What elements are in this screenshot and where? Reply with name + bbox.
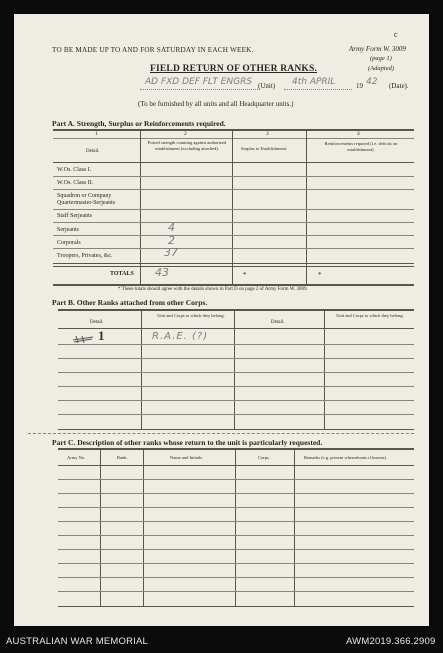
part-a-header-rule [53, 162, 414, 163]
row-detail-cqms: Squadron or Company Quartermaster-Serjeants [57, 193, 116, 206]
part-c-rule-5 [58, 535, 414, 536]
part-c-col-line-3 [235, 448, 236, 607]
corner-mark: c [394, 30, 398, 39]
col-number-4: 4 [357, 131, 360, 137]
row-detail-staff-sgts: Staff Serjeants [57, 213, 93, 219]
col-header-surplus: Surplus to Establishment. [241, 146, 288, 151]
row-posted-cpls: 2 [168, 234, 175, 247]
part-b-entry-detail: 1 [98, 328, 105, 343]
col-header-detail: Detail. [86, 149, 100, 154]
totals-asterisk-reinf: * [318, 271, 322, 279]
part-c-header-rule [58, 465, 414, 466]
col-number-2: 2 [184, 131, 187, 137]
col-number-rule [53, 138, 414, 139]
furnished-note: (To be furnished by all units and all Headquarter units.) [138, 100, 294, 108]
totals-label: TOTALS [110, 271, 134, 277]
part-b-col-unit-1: Unit and Corps to which they belong. [157, 313, 225, 318]
part-c-rule-2 [58, 493, 414, 494]
part-b-col-detail-1: Detail. [90, 320, 104, 325]
row-rule-6 [53, 248, 414, 249]
footer-accession: AWM2019.366.2909 [346, 636, 436, 647]
col-header-reinforcements: Reinforcements required (i.e. deficits on establishment). [324, 141, 398, 152]
part-c-rule-3 [58, 507, 414, 508]
part-c-rule-9 [58, 591, 414, 592]
part-c-rule-8 [58, 577, 414, 578]
part-b-rule-5 [58, 400, 414, 401]
part-c-bottom-rule [58, 606, 414, 607]
row-rule-7 [53, 263, 414, 264]
part-b-top-rule [58, 309, 414, 311]
date-label: (Date). [389, 82, 409, 90]
part-c-top-rule [58, 448, 414, 450]
totals-asterisk-surplus: * [243, 271, 247, 279]
part-a-col-line-1 [140, 129, 141, 284]
part-b-col-line-2 [234, 309, 235, 429]
part-b-col-detail-2: Detail. [271, 320, 285, 325]
part-a-col-line-3 [306, 129, 307, 284]
part-c-rule-4 [58, 521, 414, 522]
part-a-heading: Part A. Strength, Surplus or Reinforcements required. [52, 119, 226, 128]
row-rule-3 [53, 209, 414, 210]
form-number: Army Form W. 3009 [349, 45, 406, 53]
part-b-rule-4 [58, 386, 414, 387]
row-rule-4 [53, 222, 414, 223]
instruction-text: TO BE MADE UP TO AND FOR SATURDAY IN EACH WEEK. [52, 46, 254, 54]
part-b-col-unit-2: Unit and Corps to which they belong. [336, 313, 404, 318]
year-prefix: 19 [356, 82, 363, 90]
perforation-line [28, 433, 414, 434]
row-detail-cpls: Corporals [57, 240, 81, 246]
part-c-col-army-no: Army No. [67, 455, 86, 460]
part-c-rule-6 [58, 549, 414, 550]
footer-institution: AUSTRALIAN WAR MEMORIAL [6, 636, 149, 647]
unit-underline [140, 89, 260, 90]
part-c-col-rank: Rank. [117, 455, 128, 460]
part-c-heading: Part C. Description of other ranks whose return to the unit is particularly requested. [52, 438, 323, 447]
strikethrough-scribble [72, 331, 94, 341]
row-detail-wo1: W.Os. Class I. [57, 167, 92, 173]
part-b-col-line-3 [324, 309, 325, 429]
part-b-bottom-rule [58, 429, 414, 430]
page-note: (page 1) [370, 55, 392, 62]
row-rule-5 [53, 235, 414, 236]
col-header-posted: Posted strength counting against authorized establishment (excluding attached). [147, 140, 227, 151]
part-c-col-remarks: Remarks (e.g. present whereabouts if known). [304, 455, 387, 460]
part-b-col-line-1 [141, 309, 142, 429]
row-detail-wo2: W.Os. Class II. [57, 180, 94, 186]
row-rule-2 [53, 189, 414, 190]
part-c-col-name: Name and Initials. [170, 455, 204, 460]
year-handwritten: 42 [366, 77, 378, 87]
part-b-rule-3 [58, 372, 414, 373]
part-b-header-rule [58, 328, 414, 329]
date-underline [284, 89, 352, 90]
part-a-footnote: * These totals should agree with the details shown in Part D on page 2 of Army Form W. 3009. [118, 287, 308, 292]
row-posted-sgts: 4 [168, 221, 175, 234]
part-b-entry-unit: R.A.E. (?) [152, 331, 209, 342]
col-number-1: 1 [95, 131, 98, 137]
totals-value: 43 [155, 266, 169, 279]
row-detail-sgts: Serjeants [57, 227, 79, 233]
row-rule-1 [53, 176, 414, 177]
adapted-note: (Adapted) [368, 65, 394, 72]
row-rule-7b [53, 266, 414, 267]
part-c-col-corps: Corps. [258, 455, 270, 460]
row-detail-troopers: Troopers, Privates, &c. [57, 253, 113, 259]
part-b-rule-1 [58, 344, 414, 345]
col-number-3: 3 [266, 131, 269, 137]
row-posted-troopers: 37 [164, 246, 178, 259]
date-handwritten: 4th APRIL [292, 77, 336, 87]
form-title: FIELD RETURN OF OTHER RANKS. [150, 64, 318, 74]
part-c-col-line-2 [143, 448, 144, 607]
part-c-col-line-1 [100, 448, 101, 607]
part-a-col-line-2 [232, 129, 233, 284]
unit-handwritten: AD FXD DEF FLT ENGRS [145, 77, 253, 87]
part-b-heading: Part B. Other Ranks attached from other Corps. [52, 298, 208, 307]
part-c-rule-7 [58, 563, 414, 564]
part-a-bottom-rule [53, 284, 414, 286]
part-b-rule-2 [58, 358, 414, 359]
part-b-rule-6 [58, 414, 414, 415]
unit-label: (Unit) [258, 82, 276, 90]
part-c-col-line-4 [294, 448, 295, 607]
part-c-rule-1 [58, 479, 414, 480]
